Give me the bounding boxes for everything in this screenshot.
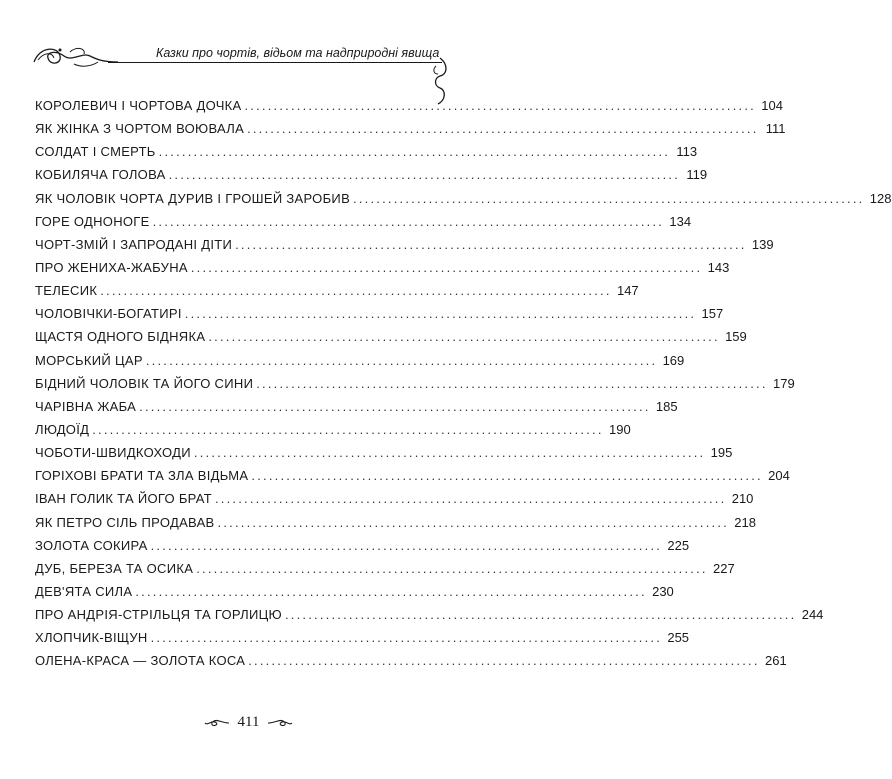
toc-entry-title: ГОРЕ ОДНОНОГЕ [35,213,150,229]
toc-entry-title: ПРО ЖЕНИХА-ЖАБУНА [35,259,188,275]
toc-entry-title: ЯК ЧОЛОВІК ЧОРТА ДУРИВ І ГРОШЕЙ ЗАРОБИВ [35,190,351,206]
toc-entry-title: ПРО АНДРІЯ-СТРІЛЬЦЯ ТА ГОРЛИЦЮ [35,607,282,623]
swirl-ornament-icon [267,717,293,729]
leader-dots: ........................................................................................ [158,144,671,160]
toc-entry [35,256,730,279]
toc-entry-page: 204 [768,468,790,484]
toc-entry-title: ЩАСТЯ ОДНОГО БІДНЯКА [35,329,206,345]
toc-entry [35,464,790,487]
toc-entry [35,372,795,395]
toc-entry-page: 261 [764,653,787,669]
toc-entry [35,441,733,464]
toc-entry-page: 230 [652,583,674,599]
leader-dots: ........................................................................................ [256,375,768,391]
toc-entry [35,117,786,140]
toc-entry-title: ОЛЕНА-КРАСА — ЗОЛОТА КОСА [35,653,246,669]
page-footer [0,714,497,731]
page-number: 411 [237,714,260,730]
toc-entry-page: 113 [676,144,698,160]
toc-entry-title: ЧОЛОВІЧКИ-БОГАТИРІ [35,306,182,322]
toc-entry-title: ЗОЛОТА СОКИРА [35,537,148,553]
toc-entry-title: ЯК ПЕТРО СІЛЬ ПРОДАВАВ [35,514,215,530]
toc-entry-page: 185 [655,398,678,414]
toc-entry-page: 147 [616,283,639,299]
leader-dots: ........................................................................................ [152,213,665,229]
toc-entry [35,511,756,534]
toc-entry-title: ЧОРТ-ЗМІЙ І ЗАПРОДАНІ ДІТИ [35,236,233,252]
leader-dots: ........................................................................................ [284,607,797,623]
toc-entry-page: 195 [710,445,733,461]
leader-dots: ........................................................................................ [244,98,756,113]
toc-entry-title: КОРОЛЕВИЧ І ЧОРТОВА ДОЧКА [35,98,242,113]
toc-entry-title: КОБИЛЯЧА ГОЛОВА [35,167,166,183]
toc-entry [35,487,754,510]
leader-dots: ........................................................................................ [139,398,651,414]
toc-entry [35,210,692,233]
leader-dots: ........................................................................................ [196,560,708,576]
leader-dots: ........................................................................................ [100,283,612,299]
toc-entry [35,534,690,557]
toc-entry-page: 159 [725,329,747,345]
toc-entry-page: 157 [701,306,724,322]
leader-dots: ........................................................................................ [251,468,763,484]
table-of-contents [35,94,892,673]
toc-entry-page: 143 [707,259,730,275]
toc-entry-title: ТЕЛЕСИК [35,283,98,299]
leader-dots: ........................................................................................ [150,630,663,646]
toc-entry-page: 255 [667,630,690,646]
toc-entry [35,395,678,418]
toc-entry-page: 210 [731,491,754,507]
toc-entry [35,349,685,372]
leader-dots: ........................................................................................ [235,236,747,252]
toc-entry-page: 104 [761,98,783,113]
leader-dots: ........................................................................................ [248,653,760,669]
toc-entry-page: 169 [662,352,685,368]
leader-dots: ........................................................................................ [150,537,663,553]
leader-dots: ........................................................................................ [184,306,697,322]
toc-entry-page: 179 [772,375,795,391]
toc-entry-page: 139 [751,236,774,252]
toc-entry-page: 111 [765,121,786,137]
toc-entry-page: 227 [713,560,735,576]
leader-dots: ........................................................................................ [208,329,720,345]
toc-entry-title: БІДНИЙ ЧОЛОВІК ТА ЙОГО СИНИ [35,375,254,391]
toc-entry-title: ДУБ, БЕРЕЗА ТА ОСИКА [35,560,194,576]
toc-entry-title: ЛЮДОЇД [35,421,90,437]
leader-dots: ........................................................................................ [92,421,604,437]
toc-entry-title: ІВАН ГОЛИК ТА ЙОГО БРАТ [35,491,212,507]
toc-entry [35,302,724,325]
leader-dots: ........................................................................................ [135,583,647,599]
swirl-ornament-icon [204,717,230,729]
leader-dots: ........................................................................................ [193,445,706,461]
toc-entry [35,187,892,210]
leader-dots: ........................................................................................ [145,352,658,368]
toc-entry-title: СОЛДАТ І СМЕРТЬ [35,144,156,160]
toc-entry [35,418,631,441]
toc-entry-title: МОРСЬКИЙ ЦАР [35,352,143,368]
toc-entry [35,233,774,256]
toc-entry-title: ЧОБОТИ-ШВИДКОХОДИ [35,445,191,461]
toc-entry-title: ЧАРІВНА ЖАБА [35,398,137,414]
toc-entry [35,557,735,580]
toc-entry [35,649,787,672]
flourish-ornament-icon [30,42,120,70]
toc-entry-title: ЯК ЖІНКА З ЧОРТОМ ВОЮВАЛА [35,121,245,137]
toc-entry-title: ХЛОПЧИК-ВІЩУН [35,630,148,646]
toc-entry-title: ДЕВ'ЯТА СИЛА [35,583,133,599]
toc-entry [35,626,690,649]
leader-dots: ........................................................................................ [168,167,681,183]
toc-entry-page: 218 [734,514,756,530]
leader-dots: ........................................................................................ [353,190,865,206]
toc-entry [35,163,708,186]
toc-entry-title: ГОРІХОВІ БРАТИ ТА ЗЛА ВІДЬМА [35,468,249,484]
toc-entry-page: 244 [801,607,824,623]
toc-entry-page: 128 [869,190,892,206]
toc-entry [35,140,698,163]
toc-entry-page: 119 [686,167,708,183]
toc-entry-page: 225 [667,537,690,553]
toc-entry-page: 134 [669,213,692,229]
toc-entry [35,279,639,302]
leader-dots: ........................................................................................ [247,121,759,137]
toc-entry-page: 190 [608,421,631,437]
running-header-title: Казки про чортів, відьом та надприродні явища [156,46,440,60]
toc-entry [35,603,824,626]
toc-entry [35,580,674,603]
leader-dots: ........................................................................................ [214,491,727,507]
leader-dots: ........................................................................................ [190,259,703,275]
header-rule [108,62,442,63]
toc-entry [35,325,747,348]
toc-entry [35,94,783,117]
leader-dots: ........................................................................................ [217,514,729,530]
